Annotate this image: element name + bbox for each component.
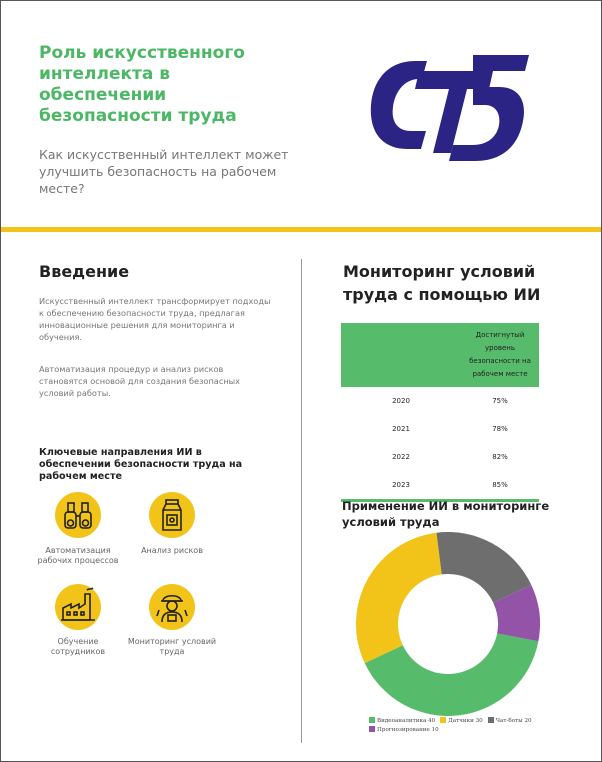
monitoring-heading: Мониторинг условий труда с помощью ИИ [343, 262, 541, 304]
legend-swatch [488, 717, 494, 723]
key-area-label-2: Анализ рисков [141, 546, 203, 555]
key-areas-heading: Ключевые направления ИИ в обеспечении безопасности труда на рабочем месте [39, 447, 243, 482]
safety-level-table [341, 323, 539, 502]
table-cell-value: 75% [492, 397, 508, 405]
table-header-row [341, 323, 539, 387]
legend-swatch [440, 717, 446, 723]
table-cell-value: 85% [461, 471, 539, 501]
legend-item [369, 726, 439, 735]
donut-slice-2 [356, 533, 442, 663]
legend-label: Чат-боты 20 [495, 718, 532, 724]
column-divider [301, 259, 302, 743]
intro-paragraph-1: Искусственный интеллект трансформирует подходы к обеспечению безопасности труда, предлагая инновационные решения для мониторинга и обучения. [39, 296, 271, 342]
legend-label: Видеоаналитика 40 [377, 718, 436, 724]
table-cell-year: 2021 [392, 425, 410, 433]
stb-logo [369, 49, 531, 167]
table-row [341, 387, 539, 415]
table-cell-year: 2020 [392, 397, 410, 405]
legend-swatch [369, 726, 375, 732]
table-header-level: Достигнутый уровень безопасности на рабочем месте [461, 323, 539, 387]
intro-heading: Введение [39, 262, 130, 281]
legend-swatch [369, 717, 375, 723]
key-area-label-3: Обучение сотрудников [50, 637, 106, 656]
legend-label: Датчики 30 [448, 718, 483, 724]
worker-icon [149, 584, 195, 630]
legend-item [440, 717, 483, 726]
table-cell-value: 78% [492, 425, 508, 433]
milk-carton-icon [149, 492, 195, 538]
table-row [341, 415, 539, 443]
application-heading: Применение ИИ в мониторинге условий труда [342, 499, 550, 529]
intro-paragraph-2: Автоматизация процедур и анализ рисков становятся основой для создания безопасных условий работы. [39, 364, 240, 398]
table-cell-year: 2022 [392, 453, 410, 461]
yellow-divider-band [1, 227, 601, 232]
donut-chart [353, 529, 543, 719]
legend-item [369, 717, 435, 726]
factory-icon [55, 584, 101, 630]
legend-label: Прогнозирование 10 [377, 727, 439, 733]
table-row [341, 471, 539, 501]
key-area-label-1: Автоматизация рабочих процессов [37, 546, 119, 565]
table-header-year [341, 323, 461, 387]
binoculars-icon [55, 492, 101, 538]
key-area-label-4: Мониторинг условий труда [127, 637, 217, 656]
table-cell-value: 82% [492, 453, 508, 461]
page-subtitle: Как искусственный интеллект может улучшить безопасность на рабочем месте? [39, 147, 289, 196]
table-row [341, 443, 539, 471]
table-cell-year: 2023 [341, 471, 461, 501]
legend-item [488, 717, 532, 726]
page-title: Роль искусственного интеллекта в обеспечении безопасности труда [39, 43, 245, 126]
chart-legend [369, 717, 559, 735]
